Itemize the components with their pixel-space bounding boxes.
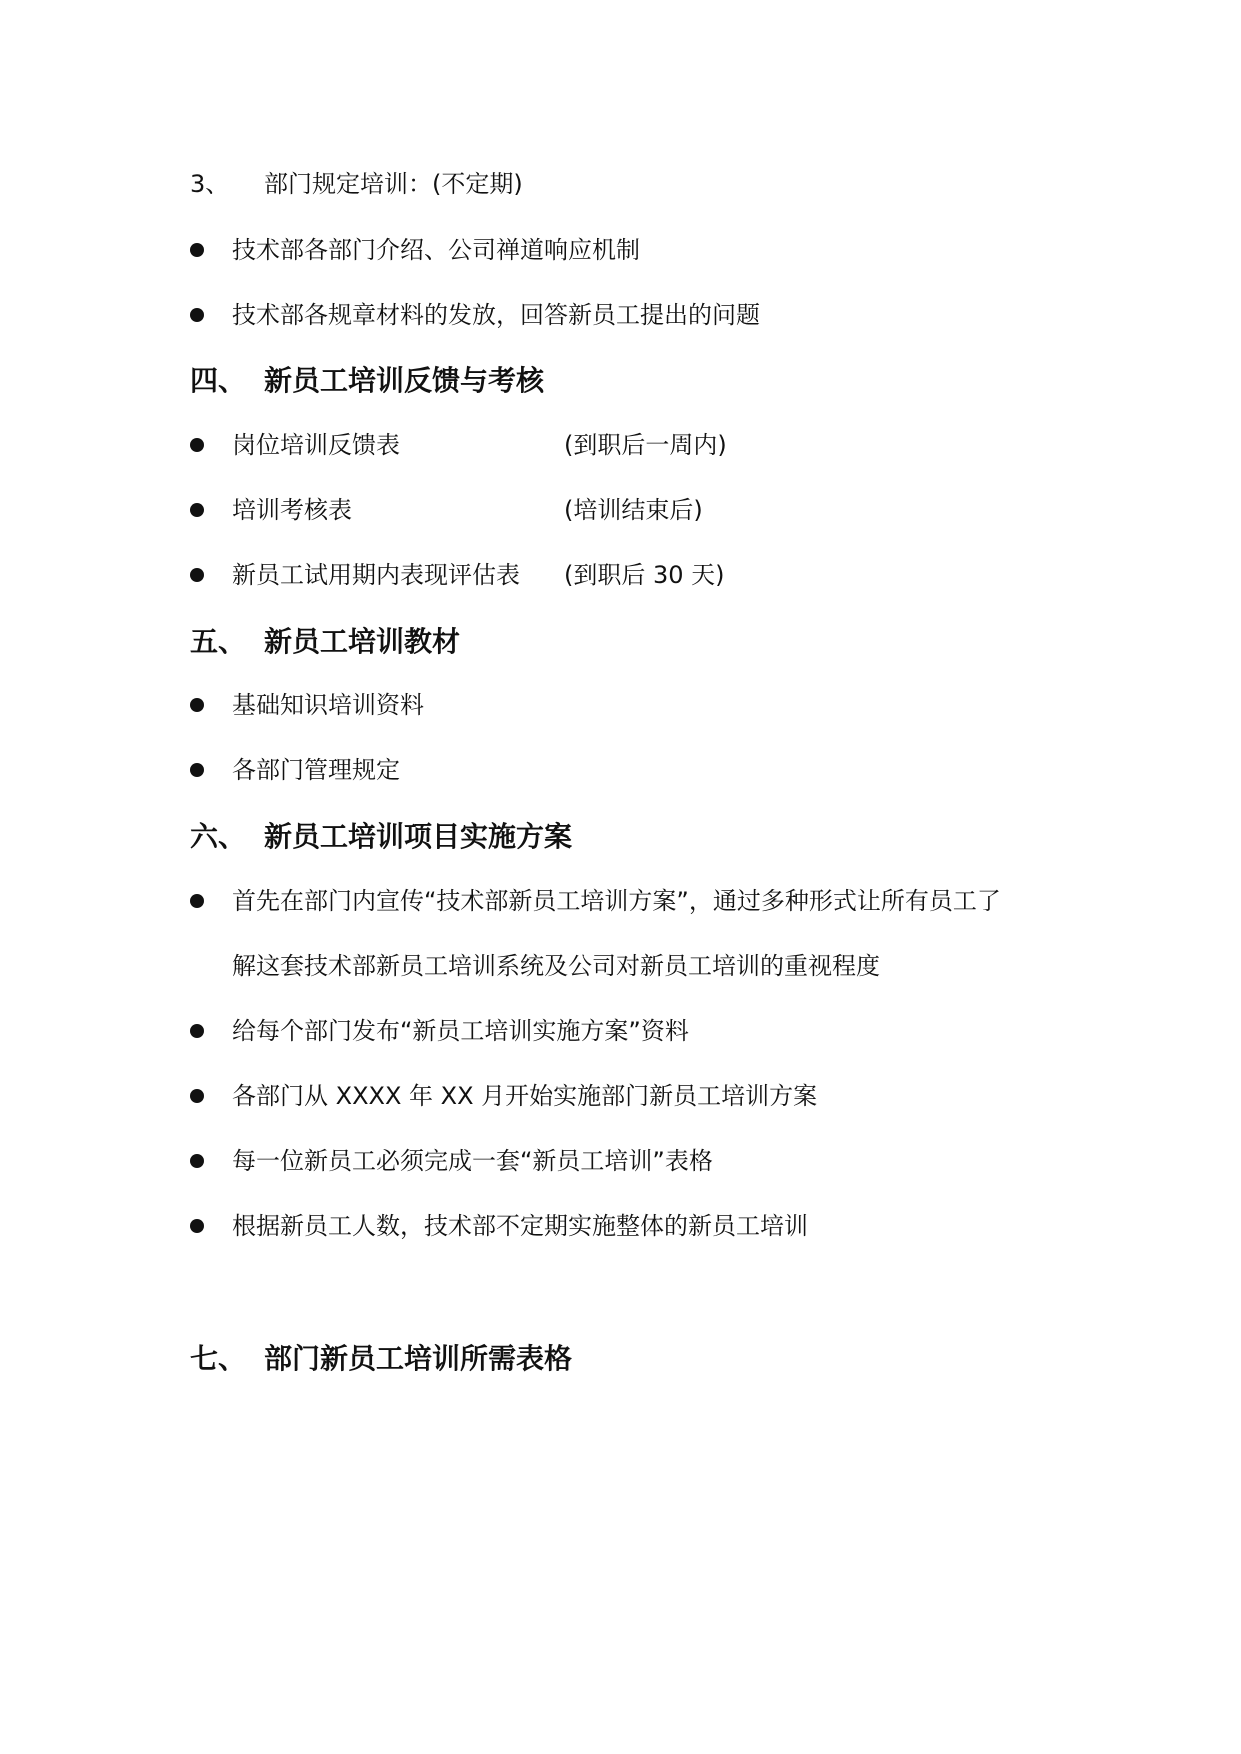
bullet-icon — [190, 308, 204, 322]
section-4-title: 新员工培训反馈与考核 — [264, 364, 545, 397]
section-3-number: 3、 — [190, 170, 230, 198]
section-6-item: 首先在部门内宣传“技术部新员工培训方案”，通过多种形式让所有员工了 — [232, 887, 1001, 915]
bullet-icon — [190, 1219, 204, 1233]
item-time: (培训结束后) — [564, 496, 703, 524]
section-6-title: 新员工培训项目实施方案 — [264, 820, 573, 853]
bullet-icon — [190, 1154, 204, 1168]
section-5-title: 新员工培训教材 — [264, 625, 461, 658]
section-6-item: 给每个部门发布“新员工培训实施方案”资料 — [232, 1017, 689, 1045]
item-label: 培训考核表 — [232, 496, 352, 524]
bullet-icon — [190, 503, 204, 517]
bullet-icon — [190, 1089, 204, 1103]
item-time: (到职后 30 天) — [564, 561, 725, 589]
section-5-item: 基础知识培训资料 — [232, 691, 424, 719]
bullet-icon — [190, 438, 204, 452]
section-6-number: 六、 — [190, 820, 247, 853]
bullet-icon — [190, 894, 204, 908]
section-7-title: 部门新员工培训所需表格 — [264, 1342, 573, 1375]
bullet-icon — [190, 568, 204, 582]
bullet-icon — [190, 698, 204, 712]
section-3-text: 部门规定培训：(不定期) — [264, 170, 523, 198]
section-7-number: 七、 — [190, 1342, 247, 1375]
section-6-item-continuation: 解这套技术部新员工培训系统及公司对新员工培训的重视程度 — [232, 952, 880, 980]
section-5-item: 各部门管理规定 — [232, 756, 400, 784]
section-4-number: 四、 — [190, 364, 247, 397]
bullet-icon — [190, 1024, 204, 1038]
section-3-item: 技术部各规章材料的发放，回答新员工提出的问题 — [232, 301, 760, 329]
bullet-icon — [190, 763, 204, 777]
item-label: 新员工试用期内表现评估表 — [232, 561, 520, 589]
section-3-item: 技术部各部门介绍、公司禅道响应机制 — [232, 236, 640, 264]
section-6-item: 根据新员工人数，技术部不定期实施整体的新员工培训 — [232, 1212, 808, 1240]
section-6-item: 每一位新员工必须完成一套“新员工培训”表格 — [232, 1147, 713, 1175]
bullet-icon — [190, 243, 204, 257]
item-time: (到职后一周内) — [564, 431, 727, 459]
section-6-item: 各部门从 XXXX 年 XX 月开始实施部门新员工培训方案 — [232, 1082, 818, 1110]
section-5-number: 五、 — [190, 625, 247, 658]
item-label: 岗位培训反馈表 — [232, 431, 400, 459]
